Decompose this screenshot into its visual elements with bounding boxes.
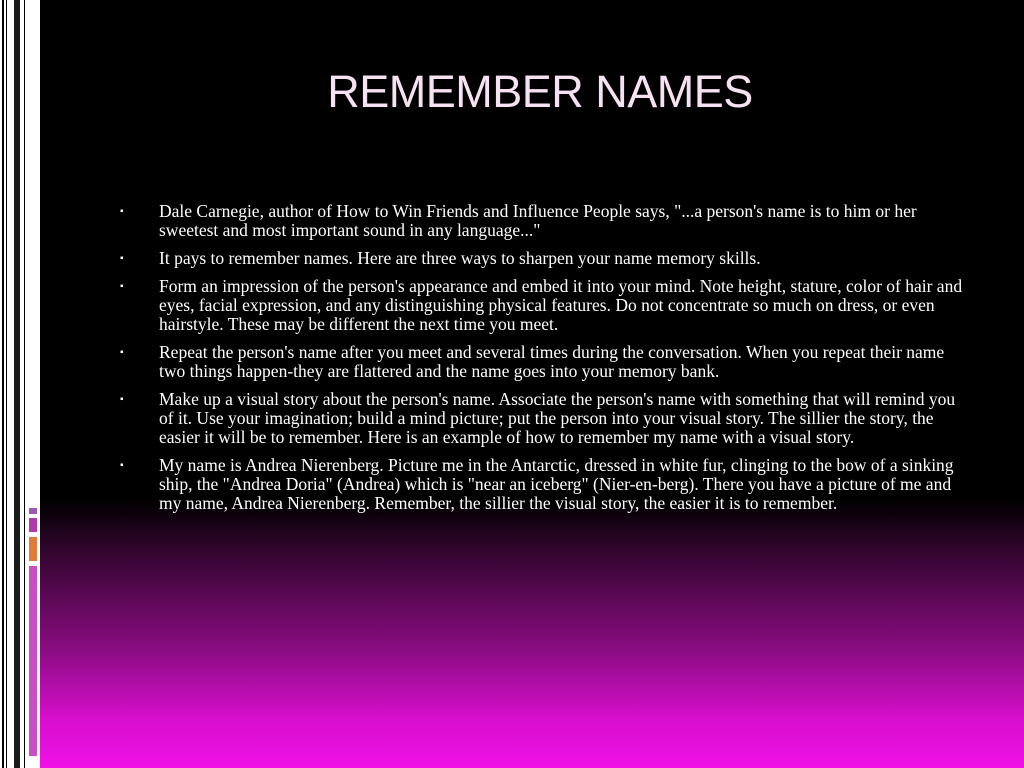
bullet-icon: ▪ <box>120 460 124 471</box>
strip-line <box>2 0 4 768</box>
bullet-text: Dale Carnegie, author of How to Win Friends and Influence People says, "...a person's name is to him or her sweetest and most important sound in any language..." <box>159 201 917 240</box>
accent-bar-purple <box>29 508 37 514</box>
list-item <box>120 277 970 334</box>
bullet-icon: ▪ <box>120 347 124 358</box>
list-item <box>120 390 970 447</box>
left-decorative-strip <box>0 0 40 768</box>
accent-bar-magenta <box>29 518 37 532</box>
bullet-text: Repeat the person's name after you meet and several times during the conversation. When you repeat their name two things happen-they are flattered and the name goes into your memory bank. <box>159 342 945 381</box>
list-item <box>120 343 970 381</box>
bullet-list <box>120 202 970 522</box>
bullet-icon: ▪ <box>120 206 124 217</box>
bullet-icon: ▪ <box>120 394 124 405</box>
accent-bar-orange <box>29 537 37 561</box>
slide-title: REMEMBER NAMES <box>327 66 753 117</box>
strip-line <box>6 0 7 768</box>
list-item <box>120 202 970 240</box>
bullet-text: Make up a visual story about the person's name. Associate the person's name with something that will remind you of it. Use your imagination; build a mind picture; put the person into your visual story. The sillier the story, the easier it will be to remember. Here is an example of how to remember my name with a visual story. <box>159 389 956 447</box>
bullet-text: Form an impression of the person's appearance and embed it into your mind. Note height, stature, color of hair and eyes, facial expression, and any distinguishing physical features. Do not concentrate so much on dress, or even hairstyle. These may be different the next time you meet. <box>159 276 963 334</box>
list-item <box>120 456 970 513</box>
bullet-icon: ▪ <box>120 281 124 292</box>
list-item <box>120 249 970 268</box>
strip-line <box>24 0 25 768</box>
bullet-icon: ▪ <box>120 253 124 264</box>
bullet-text: My name is Andrea Nierenberg. Picture me in the Antarctic, dressed in white fur, clinging to the bow of a sinking ship, the "Andrea Doria" (Andrea) which is "near an iceberg" (Nier-en-berg). There you have a picture of me and my name, Andrea Nierenberg. Remember, the sillier the visual story, the easier it is to remember. <box>159 455 954 513</box>
bullet-text: It pays to remember names. Here are three ways to sharpen your name memory skills. <box>159 248 761 268</box>
strip-band <box>14 0 20 768</box>
accent-bar-long <box>29 566 37 756</box>
